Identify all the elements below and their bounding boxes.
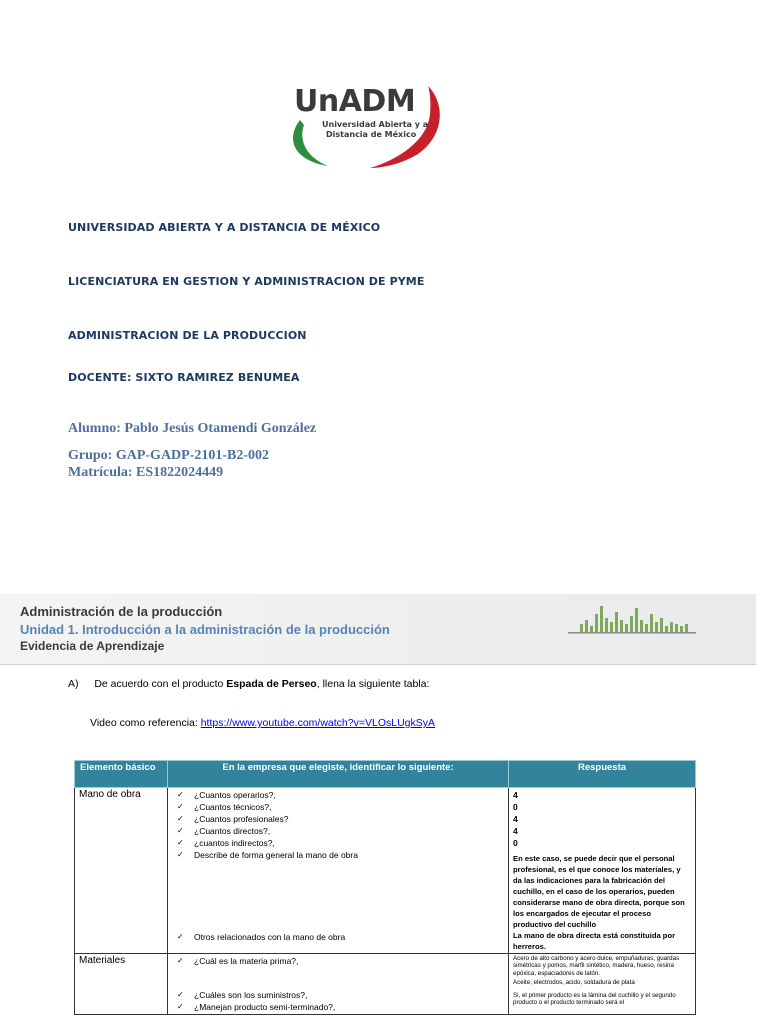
question-item: ✓ ¿Cuantos directos?, xyxy=(172,825,504,837)
video-label: Video como referencia: xyxy=(90,717,201,729)
course-banner xyxy=(0,594,756,665)
answer-value: 4 xyxy=(513,826,518,836)
answer-supplies: Aceite, electrodos, acido, soldadura de plata xyxy=(513,978,635,986)
question-item: ✓ Otros relacionados con la mano de obra xyxy=(172,931,504,943)
degree-name: LICENCIATURA EN GESTION Y ADMINISTRACION DE PYME xyxy=(68,275,425,288)
instruction-text-before: De acuerdo con el producto xyxy=(94,678,227,690)
question-item: ✓ ¿Manejan producto semi-terminado?, xyxy=(172,1001,504,1013)
question-item: ✓ ¿Cuáles son los suministros?, xyxy=(172,989,504,1001)
instruction-prefix: A) xyxy=(68,678,79,690)
answer-value: 0 xyxy=(513,802,518,812)
question-item: ✓ ¿Cuantos profesionales? xyxy=(172,813,504,825)
banner-title: Administración de la producción xyxy=(20,604,223,619)
question-item: ✓ ¿Cuantos técnicos?, xyxy=(172,801,504,813)
video-reference xyxy=(90,717,435,729)
answer-semi-finished: Si, el primer producto es la lámina del cuchillo y el segundo producto o el producto terminado será el xyxy=(513,992,676,1007)
video-link[interactable]: https://www.youtube.com/watch?v=VLOsLUgkSyA xyxy=(200,717,436,729)
row-label-materiales: Materiales xyxy=(75,954,168,1015)
answer-value: 4 xyxy=(513,790,518,800)
instruction-line xyxy=(68,678,429,690)
question-item: ✓ ¿Cuantos operarios?, xyxy=(172,789,504,801)
question-item: ✓ ¿cuantos indirectos?, xyxy=(172,837,504,849)
answer-description: En este caso, se puede decir que el personal profesional, es el que conoce los materiales, y da las indicaciones para la fabricación del cuchillo, en el caso de los operarios, pueden considerarse mano de obra directa, porque son los encargados de ejecutar el proceso productivo del cuchillo xyxy=(513,854,685,929)
answer-value: 0 xyxy=(513,838,518,848)
materiales-questions xyxy=(168,954,509,1015)
table-row xyxy=(75,954,696,1015)
header-identify: En la empresa que elegiste, identificar lo siguiente: xyxy=(168,761,509,788)
answer-raw-materials: Acero de alto carbono y acero dulce, empuñaduras, guardas simétricas y pomos, marfil sintético, madera, hueso, resina epóxica, espaciadores de latón. xyxy=(513,955,680,977)
group-id: Grupo: GAP-GADP-2101-B2-002 xyxy=(68,448,270,463)
unadm-logo xyxy=(278,80,448,170)
instruction-text-after: , llena la siguiente tabla: xyxy=(316,678,430,690)
banner-evidence: Evidencia de Aprendizaje xyxy=(20,639,165,653)
production-elements-table xyxy=(74,760,696,1015)
logo-subtitle-2: Distancia de México xyxy=(326,130,417,139)
header-response: Respuesta xyxy=(509,761,696,788)
logo-subtitle-1: Universidad Abierta y a xyxy=(322,120,429,129)
teacher-name: DOCENTE: SIXTO RAMIREZ BENUMEA xyxy=(68,371,300,384)
answer-other: La mano de obra directa está constituida por herreros. xyxy=(513,931,676,951)
materiales-answers xyxy=(509,954,696,1015)
answer-value: 4 xyxy=(513,814,518,824)
mano-de-obra-questions xyxy=(168,788,509,954)
question-item: ✓ Describe de forma general la mano de obra xyxy=(172,849,504,861)
header-element: Elemento básico xyxy=(75,761,168,788)
student-id: Matrícula: ES1822024449 xyxy=(68,465,224,480)
mano-de-obra-answers xyxy=(509,788,696,954)
logo-brand: UnADM xyxy=(294,84,416,119)
banner-unit: Unidad 1. Introducción a la administración de la producción xyxy=(20,622,390,637)
product-name: Espada de Perseo xyxy=(226,678,317,690)
university-name: UNIVERSIDAD ABIERTA Y A DISTANCIA DE MÉXICO xyxy=(68,221,381,234)
table-row xyxy=(75,788,696,954)
student-name: Alumno: Pablo Jesús Otamendi González xyxy=(68,421,317,436)
bar-chart-decoration-icon xyxy=(568,602,700,636)
course-name: ADMINISTRACION DE LA PRODUCCION xyxy=(68,329,307,342)
row-label-mano-de-obra: Mano de obra xyxy=(75,788,168,954)
question-item: ✓ ¿Cuál es la materia prima?, xyxy=(172,955,504,967)
table-header-row xyxy=(75,761,696,788)
